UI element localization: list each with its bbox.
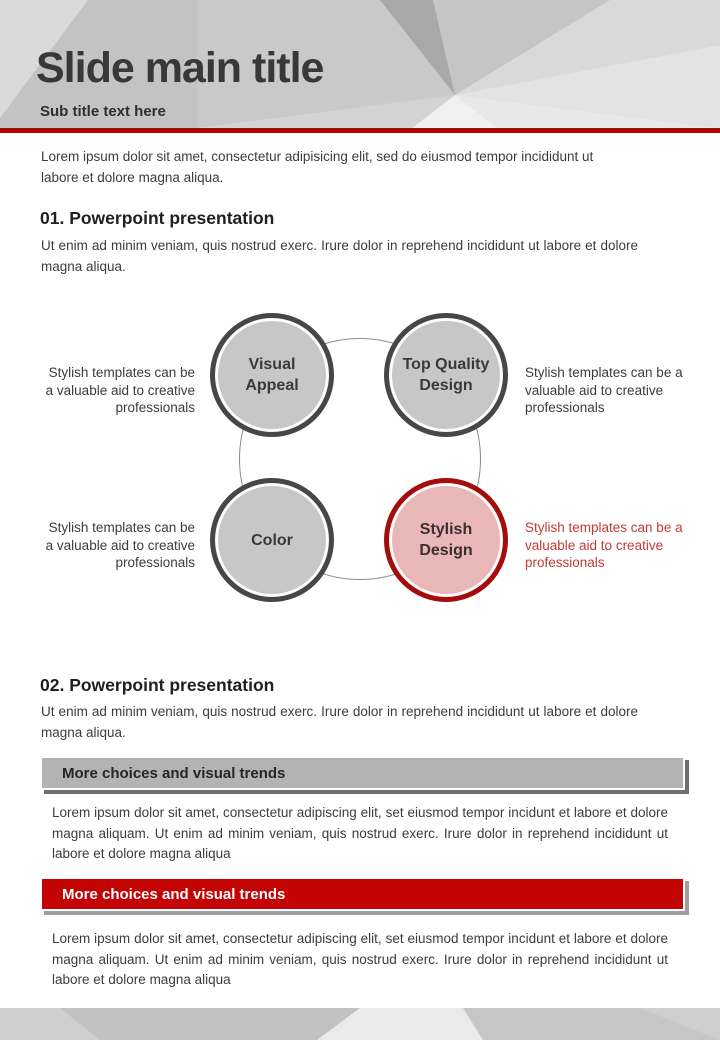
banner-more-choices-red (40, 877, 685, 911)
banner-label: More choices and visual trends (62, 764, 286, 782)
page-subtitle: Sub title text here (40, 103, 166, 120)
node-label: Top Quality Design (402, 356, 490, 394)
node-label: Color (251, 531, 293, 549)
caption-top-left: Stylish templates can be a valuable aid to creative professionals (45, 365, 195, 415)
footer-polygon-background (0, 1008, 720, 1040)
node-visual-appeal (210, 313, 334, 437)
intro-paragraph: Lorem ipsum dolor sit amet, consectetur adipisicing elit, sed do eiusmod tempor incididunt ut labore et dolore magna aliqua. (41, 149, 594, 185)
section-2-body: Ut enim ad minim veniam, quis nostrud exerc. Irure dolor in reprehend incididunt ut labore et dolore magna aliqua. (41, 704, 638, 740)
node-label: Visual Appeal (245, 356, 299, 394)
caption-top-right: Stylish templates can be a valuable aid to creative professionals (525, 365, 683, 415)
page-title: Slide main title (36, 44, 324, 92)
node-color (210, 478, 334, 602)
caption-bottom-right: Stylish templates can be a valuable aid to creative professionals (525, 520, 683, 570)
section-1-heading: 01. Powerpoint presentation (40, 208, 275, 228)
caption-bottom-left: Stylish templates can be a valuable aid to creative professionals (45, 520, 195, 570)
header (0, 0, 720, 128)
section-2-heading: 02. Powerpoint presentation (40, 675, 275, 695)
node-stylish-design (384, 478, 508, 602)
banner-more-choices-gray (40, 756, 685, 790)
footer (0, 1008, 720, 1040)
node-top-quality-design (384, 313, 508, 437)
banner-paragraph-1: Lorem ipsum dolor sit amet, consectetur adipiscing elit, set eiusmod tempor incidunt et labore et dolore magna aliquam. Ut enim ad minim veniam, quis nostrud exerc. Irure dolor in reprehend incididunt ut labore et dolore magna aliqua (52, 805, 668, 861)
section-1-body: Ut enim ad minim veniam, quis nostrud exerc. Irure dolor in reprehend incididunt ut labore et dolore magna aliqua. (41, 238, 638, 274)
node-label: Stylish Design (419, 521, 473, 559)
banner-label: More choices and visual trends (62, 885, 286, 903)
banner-paragraph-2: Lorem ipsum dolor sit amet, consectetur adipiscing elit, set eiusmod tempor incidunt et labore et dolore magna aliquam. Ut enim ad minim veniam, quis nostrud exerc. Irure dolor in reprehend incididunt ut labore et dolore magna aliqua (52, 931, 668, 987)
header-accent-line (0, 128, 720, 133)
